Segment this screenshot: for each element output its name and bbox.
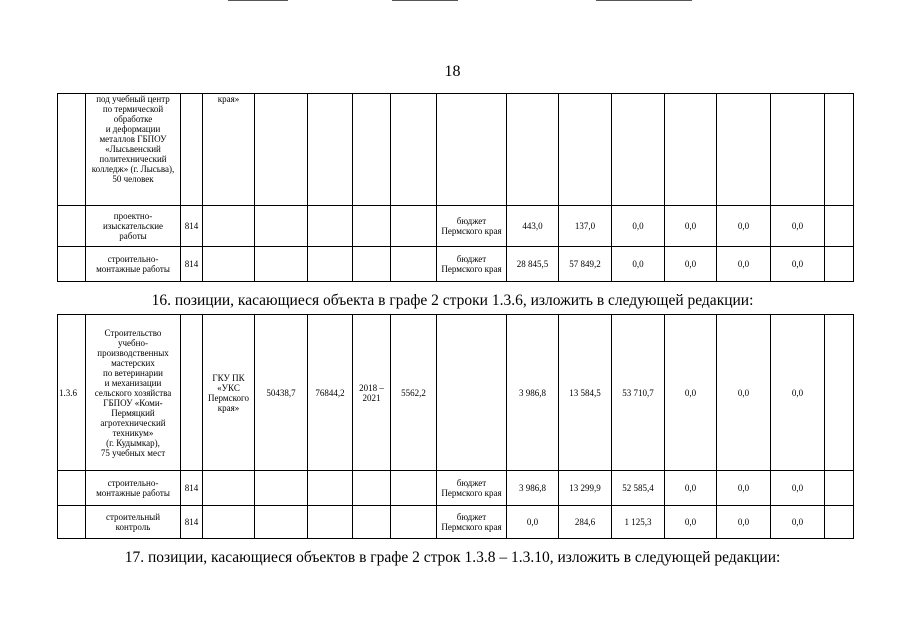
- cell-c6: [308, 506, 353, 539]
- cell-c5: [255, 247, 308, 282]
- cell-c6: [308, 94, 353, 206]
- cell-customer: края»: [203, 94, 255, 206]
- cell-v3: 52 585,4: [612, 471, 665, 506]
- section-16-heading: 16. позиции, касающиеся объекта в графе 2 строки 1.3.6, изложить в следующей редакции:: [151, 292, 754, 309]
- cell-c8: [391, 506, 437, 539]
- cell-v1: 3 986,8: [507, 315, 559, 471]
- cell-v3: [612, 94, 665, 206]
- cell-v1: 443,0: [507, 206, 559, 247]
- cell-source: бюджет Пермского края: [437, 506, 507, 539]
- cell-v5: [717, 94, 771, 206]
- cell-name: проектно- изыскательские работы: [86, 206, 181, 247]
- top-rule-1: [228, 0, 288, 1]
- cell-name: Строительство учебно- производственных мастерских по ветеринарии и механизации сельского хозяйства ГБПОУ «Коми- Пермяцкий агротехнический техникум» (г. Кудымкар), 75 учебных мест: [86, 315, 181, 471]
- cell-name: строительно- монтажные работы: [86, 471, 181, 506]
- table-row: [58, 315, 854, 471]
- cell-c6: [308, 471, 353, 506]
- cell-c8: [391, 247, 437, 282]
- cell-v6: 0,0: [771, 471, 825, 506]
- cell-source: [437, 315, 507, 471]
- cell-source: бюджет Пермского края: [437, 206, 507, 247]
- cell-v1: 0,0: [507, 506, 559, 539]
- table-row: [58, 206, 854, 247]
- cell-v2: 13 299,9: [559, 471, 612, 506]
- cell-v5: 0,0: [717, 471, 771, 506]
- cell-c6: [308, 247, 353, 282]
- cell-code: 1.3.6: [58, 315, 86, 471]
- cell-v3: 0,0: [612, 247, 665, 282]
- cell-source: бюджет Пермского края: [437, 471, 507, 506]
- cell-v2: [559, 94, 612, 206]
- cell-c8: [391, 94, 437, 206]
- cell-c8: [391, 471, 437, 506]
- cell-v7: [825, 471, 854, 506]
- cell-code: [58, 471, 86, 506]
- cell-grbs: 814: [181, 206, 203, 247]
- cell-v7: [825, 206, 854, 247]
- cell-v4: 0,0: [665, 506, 717, 539]
- cell-v2: 57 849,2: [559, 247, 612, 282]
- budget-table-2: [57, 314, 854, 539]
- cell-v4: 0,0: [665, 247, 717, 282]
- cell-v5: 0,0: [717, 315, 771, 471]
- table2-body: [58, 315, 854, 539]
- cell-v5: 0,0: [717, 247, 771, 282]
- cell-c6: 76844,2: [308, 315, 353, 471]
- cell-c5: [255, 94, 308, 206]
- cell-name: строительный контроль: [86, 506, 181, 539]
- table-row: [58, 94, 854, 206]
- cell-c7: [353, 506, 391, 539]
- top-rule-3: [596, 0, 692, 1]
- cell-name: строительно- монтажные работы: [86, 247, 181, 282]
- cell-customer: [203, 471, 255, 506]
- cell-v7: [825, 506, 854, 539]
- cell-v6: 0,0: [771, 315, 825, 471]
- table-row: [58, 471, 854, 506]
- table1-body: [58, 94, 854, 282]
- cell-grbs: 814: [181, 506, 203, 539]
- cell-grbs: [181, 94, 203, 206]
- cell-code: [58, 247, 86, 282]
- cell-customer: [203, 247, 255, 282]
- section-17-heading: 17. позиции, касающиеся объектов в графе 2 строк 1.3.8 – 1.3.10, изложить в следующей редакции:: [124, 549, 781, 566]
- cell-v6: 0,0: [771, 206, 825, 247]
- cell-grbs: [181, 315, 203, 471]
- cell-c5: 50438,7: [255, 315, 308, 471]
- cell-v3: 53 710,7: [612, 315, 665, 471]
- cell-v5: 0,0: [717, 206, 771, 247]
- cell-v7: [825, 315, 854, 471]
- cell-c7: [353, 94, 391, 206]
- cell-source: бюджет Пермского края: [437, 247, 507, 282]
- cell-c7: [353, 247, 391, 282]
- cell-v4: 0,0: [665, 206, 717, 247]
- cell-code: [58, 506, 86, 539]
- cell-customer: [203, 506, 255, 539]
- cell-v3: 0,0: [612, 206, 665, 247]
- cell-customer: [203, 206, 255, 247]
- cell-v3: 1 125,3: [612, 506, 665, 539]
- cell-v6: 0,0: [771, 506, 825, 539]
- table-row: [58, 506, 854, 539]
- cell-v1: 28 845,5: [507, 247, 559, 282]
- cell-c8: 5562,2: [391, 315, 437, 471]
- cell-c5: [255, 506, 308, 539]
- cell-c5: [255, 206, 308, 247]
- cell-v1: 3 986,8: [507, 471, 559, 506]
- cell-c7: [353, 206, 391, 247]
- cell-customer: ГКУ ПК «УКС Пермского края»: [203, 315, 255, 471]
- cell-v5: 0,0: [717, 506, 771, 539]
- cell-code: [58, 94, 86, 206]
- page-number: 18: [444, 63, 461, 80]
- cell-grbs: 814: [181, 247, 203, 282]
- cell-grbs: 814: [181, 471, 203, 506]
- cell-v4: 0,0: [665, 315, 717, 471]
- budget-table-1: [57, 93, 854, 282]
- cell-v7: [825, 247, 854, 282]
- cell-c7: 2018 – 2021: [353, 315, 391, 471]
- cell-v1: [507, 94, 559, 206]
- cell-v2: 137,0: [559, 206, 612, 247]
- cell-v2: 284,6: [559, 506, 612, 539]
- cell-v6: 0,0: [771, 247, 825, 282]
- cell-v4: 0,0: [665, 471, 717, 506]
- cell-c5: [255, 471, 308, 506]
- table-row: [58, 247, 854, 282]
- cell-c7: [353, 471, 391, 506]
- cell-v4: [665, 94, 717, 206]
- cell-name: под учебный центр по термической обработке и деформации металлов ГБПОУ «Лысьвенский политехнический колледж» (г. Лысьва), 50 человек: [86, 94, 181, 206]
- cell-c6: [308, 206, 353, 247]
- cell-source: [437, 94, 507, 206]
- cell-code: [58, 206, 86, 247]
- cell-v2: 13 584,5: [559, 315, 612, 471]
- top-rule-2: [392, 0, 458, 1]
- cell-v6: [771, 94, 825, 206]
- cell-c8: [391, 206, 437, 247]
- cell-v7: [825, 94, 854, 206]
